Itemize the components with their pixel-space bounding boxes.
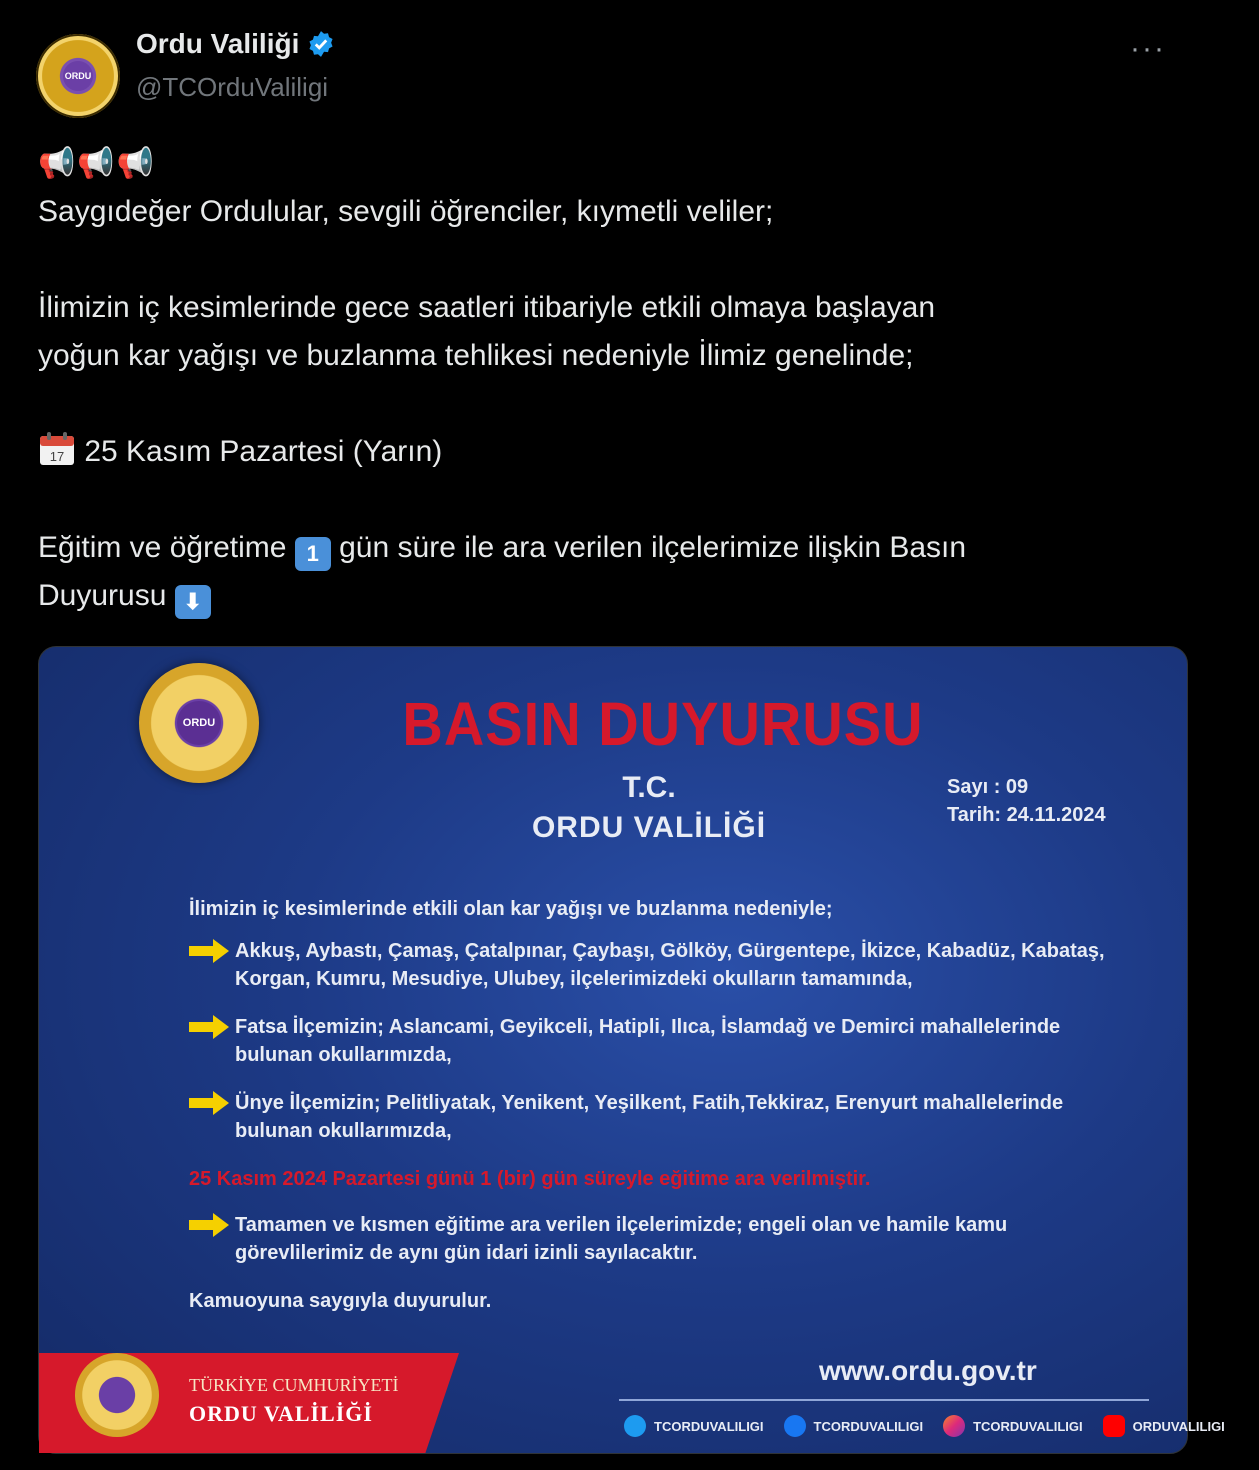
tweet-line-4 (38, 524, 1158, 572)
list-item-text: Ünye İlçemizin; Pelitliyatak, Yenikent, Yeşilkent, Fatih,Tekkiraz, Erenyurt mahallelerinde bulunan okullarımızda, (235, 1092, 1064, 1142)
tweet-line-1: Saygıdeğer Ordulular, sevgili öğrenciler, kıymetli veliler; (38, 195, 774, 228)
yellow-arrow-icon (189, 939, 229, 963)
card-intro: İlimizin iç kesimlerinde etkili olan kar yağışı ve buzlanma nedeniyle; (189, 898, 833, 920)
keycap-one-icon: 1 (295, 537, 331, 571)
avatar-logo: ORDU (63, 61, 93, 91)
card-governorship: ORDU VALİLİĞİ (531, 811, 767, 844)
verified-badge-icon (307, 30, 335, 58)
list-item-text: Akkuş, Aybastı, Çamaş, Çatalpınar, Çaybaşı, Gölköy, Gürgentepe, İkizce, Kabadüz, Kabataş, Korgan, Kumru, Mesudiye, Ulubey, ilçelerimizdeki okulların tamamında, (235, 940, 1105, 990)
card-highlight-line: 25 Kasım 2024 Pazartesi günü 1 (bir) gün süreyle eğitime ara verilmiştir. (189, 1168, 871, 1190)
megaphone-icons: 📢📢📢 (38, 147, 157, 180)
tweet-text (38, 140, 1158, 620)
yellow-arrow-icon (189, 1015, 229, 1039)
tweet-image-card[interactable] (38, 646, 1225, 1454)
down-arrow-icon: ⬇ (175, 585, 211, 619)
card-date: Tarih: 24.11.2024 (947, 804, 1106, 826)
yellow-arrow-icon (189, 1213, 229, 1237)
list-item (189, 1089, 1139, 1145)
avatar[interactable] (36, 34, 120, 118)
account-handle[interactable]: @TCOrduValiligi (136, 72, 329, 102)
card-tc: T.C. (622, 771, 676, 804)
twitter-handle: TCORDUVALILIGI (654, 1418, 764, 1434)
account-name[interactable]: Ordu Valiliği (136, 28, 300, 59)
facebook-icon (784, 1415, 806, 1437)
card-closing: Kamuoyuna saygıyla duyurulur. (189, 1290, 492, 1312)
card-meta (947, 773, 1106, 829)
list-item (189, 1013, 1139, 1069)
tweet-line-3: yoğun kar yağışı ve buzlanma tehlikesi nedeniyle İlimiz genelinde; (38, 339, 914, 372)
card-number: Sayı : 09 (947, 776, 1029, 798)
youtube-icon (1103, 1415, 1125, 1437)
tweet-date-line (38, 428, 1158, 476)
footer-line-2: ORDU VALİLİĞİ (189, 1401, 373, 1426)
instagram-link (943, 1415, 1083, 1437)
card-title: BASIN DUYURUSU (402, 688, 924, 759)
social-links (624, 1415, 1225, 1437)
twitter-link (624, 1415, 764, 1437)
facebook-link (784, 1415, 924, 1437)
tweet-line-5-text: Duyurusu (38, 579, 167, 612)
list-item-text: Tamamen ve kısmen eğitime ara verilen ilçelerimizde; engeli olan ve hamile kamu görevlilerimiz de aynı gün idari izinli sayılacaktır. (235, 1214, 1008, 1264)
footer-divider (619, 1399, 1149, 1401)
footer-seal (75, 1353, 159, 1437)
tweet-line-5 (38, 572, 1158, 620)
tweet-date-text: 25 Kasım Pazartesi (Yarın) (84, 435, 443, 468)
list-item-text: Fatsa İlçemizin; Aslancami, Geyikceli, Hatipli, Ilıca, İslamdağ ve Demirci mahallelerinde bulunan okullarımızda, (235, 1016, 1061, 1066)
twitter-icon (624, 1415, 646, 1437)
website-url: www.ordu.gov.tr (819, 1355, 1037, 1386)
account-name-row[interactable] (136, 28, 335, 60)
card-body (189, 895, 1139, 1315)
calendar-icon (38, 431, 76, 467)
yellow-arrow-icon (189, 1091, 229, 1115)
tweet-line-4a: Eğitim ve öğretime (38, 531, 287, 564)
tweet-line-4b: gün süre ile ara verilen ilçelerimize ilişkin Basın (339, 531, 967, 564)
instagram-icon (943, 1415, 965, 1437)
seal-text: ORDU (177, 701, 221, 745)
svg-text:17: 17 (49, 449, 65, 464)
youtube-link (1103, 1415, 1225, 1437)
footer-line-1: TÜRKİYE CUMHURİYETİ (189, 1375, 399, 1395)
youtube-handle: ORDUVALILIGI (1132, 1418, 1225, 1434)
instagram-handle: TCORDUVALILIGI (973, 1418, 1083, 1434)
tweet-line-2: İlimizin iç kesimlerinde gece saatleri itibariyle etkili olmaya başlayan (38, 291, 936, 324)
list-item (189, 937, 1139, 993)
list-item (189, 1211, 1139, 1267)
facebook-handle: TCORDUVALILIGI (813, 1418, 924, 1434)
more-options-icon[interactable]: ··· (1130, 32, 1166, 65)
